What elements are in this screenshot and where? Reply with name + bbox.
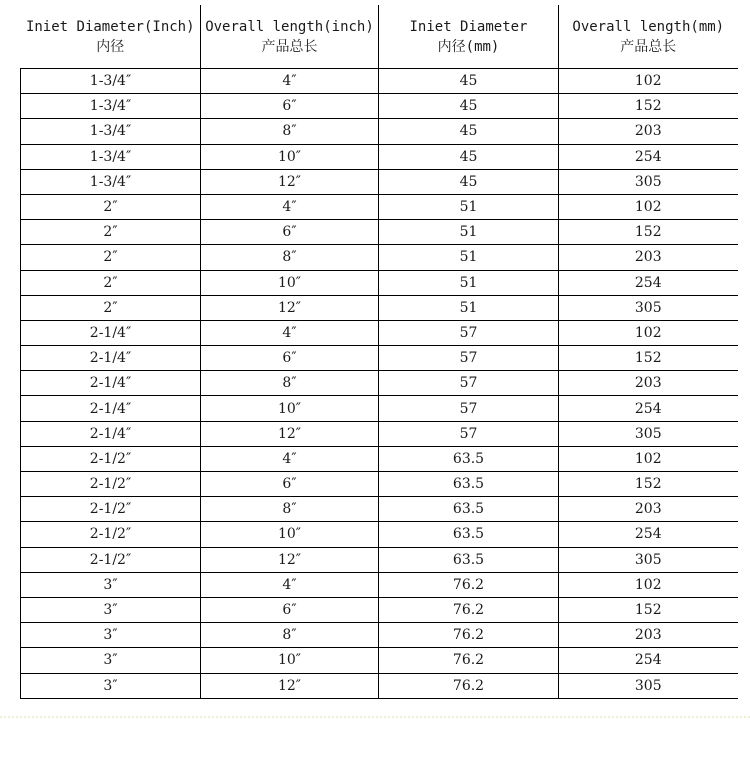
table-row bbox=[21, 597, 738, 622]
table-row bbox=[21, 572, 738, 597]
cell-inlet-diameter-inch: 3″ bbox=[21, 648, 201, 673]
cell-inlet-diameter-inch: 1-3/4″ bbox=[21, 119, 201, 144]
cell-overall-length-mm: 305 bbox=[559, 295, 738, 320]
cell-overall-length-inch: 4″ bbox=[201, 194, 379, 219]
header-inlet-diameter-mm bbox=[379, 5, 559, 69]
cell-inlet-diameter-mm: 76.2 bbox=[379, 673, 559, 698]
cell-overall-length-inch: 8″ bbox=[201, 245, 379, 270]
cell-inlet-diameter-mm: 57 bbox=[379, 371, 559, 396]
cell-inlet-diameter-mm: 63.5 bbox=[379, 472, 559, 497]
cell-overall-length-mm: 254 bbox=[559, 648, 738, 673]
table-row bbox=[21, 69, 738, 94]
cell-overall-length-inch: 4″ bbox=[201, 69, 379, 94]
cell-overall-length-inch: 12″ bbox=[201, 547, 379, 572]
cell-inlet-diameter-mm: 45 bbox=[379, 169, 559, 194]
cell-inlet-diameter-mm: 51 bbox=[379, 194, 559, 219]
cell-inlet-diameter-mm: 76.2 bbox=[379, 572, 559, 597]
cell-inlet-diameter-inch: 2″ bbox=[21, 295, 201, 320]
header-label-zh: 产品总长 bbox=[261, 38, 318, 55]
table-row bbox=[21, 547, 738, 572]
cell-overall-length-mm: 102 bbox=[559, 446, 738, 471]
cell-inlet-diameter-inch: 2-1/4″ bbox=[21, 396, 201, 421]
cell-overall-length-mm: 203 bbox=[559, 245, 738, 270]
cell-overall-length-inch: 6″ bbox=[201, 220, 379, 245]
cell-overall-length-inch: 10″ bbox=[201, 144, 379, 169]
cell-inlet-diameter-mm: 57 bbox=[379, 320, 559, 345]
spec-table-container bbox=[20, 5, 737, 699]
table-row bbox=[21, 346, 738, 371]
cell-overall-length-mm: 152 bbox=[559, 472, 738, 497]
table-row bbox=[21, 245, 738, 270]
cell-inlet-diameter-mm: 76.2 bbox=[379, 623, 559, 648]
cell-overall-length-mm: 152 bbox=[559, 220, 738, 245]
cell-overall-length-inch: 10″ bbox=[201, 270, 379, 295]
table-row bbox=[21, 522, 738, 547]
cell-overall-length-mm: 254 bbox=[559, 522, 738, 547]
cell-inlet-diameter-inch: 2-1/4″ bbox=[21, 421, 201, 446]
cell-overall-length-mm: 203 bbox=[559, 371, 738, 396]
table-row bbox=[21, 446, 738, 471]
header-inlet-diameter-inch bbox=[21, 5, 201, 69]
header-overall-length-mm bbox=[559, 5, 738, 69]
dotted-divider bbox=[0, 716, 750, 718]
cell-overall-length-mm: 102 bbox=[559, 69, 738, 94]
table-row bbox=[21, 648, 738, 673]
cell-overall-length-inch: 12″ bbox=[201, 673, 379, 698]
cell-inlet-diameter-mm: 51 bbox=[379, 270, 559, 295]
cell-overall-length-mm: 305 bbox=[559, 673, 738, 698]
table-row bbox=[21, 94, 738, 119]
header-label-en: Iniet Diameter bbox=[409, 18, 528, 35]
cell-inlet-diameter-inch: 2-1/2″ bbox=[21, 497, 201, 522]
cell-inlet-diameter-mm: 57 bbox=[379, 396, 559, 421]
cell-inlet-diameter-mm: 45 bbox=[379, 94, 559, 119]
header-label-zh: 内径(mm) bbox=[437, 38, 500, 55]
cell-inlet-diameter-inch: 1-3/4″ bbox=[21, 169, 201, 194]
cell-overall-length-mm: 152 bbox=[559, 597, 738, 622]
cell-inlet-diameter-inch: 3″ bbox=[21, 572, 201, 597]
cell-inlet-diameter-inch: 1-3/4″ bbox=[21, 94, 201, 119]
cell-overall-length-mm: 152 bbox=[559, 94, 738, 119]
cell-overall-length-inch: 4″ bbox=[201, 320, 379, 345]
spec-table bbox=[20, 5, 738, 699]
cell-overall-length-mm: 254 bbox=[559, 396, 738, 421]
table-row bbox=[21, 320, 738, 345]
header-label-zh: 内径 bbox=[96, 38, 125, 55]
cell-inlet-diameter-mm: 45 bbox=[379, 119, 559, 144]
header-label-en: Overall length(inch) bbox=[205, 18, 374, 35]
cell-inlet-diameter-inch: 3″ bbox=[21, 597, 201, 622]
cell-overall-length-mm: 254 bbox=[559, 270, 738, 295]
cell-inlet-diameter-inch: 2-1/4″ bbox=[21, 371, 201, 396]
cell-inlet-diameter-mm: 76.2 bbox=[379, 648, 559, 673]
table-row bbox=[21, 421, 738, 446]
cell-overall-length-inch: 12″ bbox=[201, 421, 379, 446]
cell-inlet-diameter-inch: 3″ bbox=[21, 623, 201, 648]
cell-overall-length-inch: 10″ bbox=[201, 396, 379, 421]
table-row bbox=[21, 194, 738, 219]
cell-inlet-diameter-mm: 51 bbox=[379, 220, 559, 245]
cell-inlet-diameter-mm: 51 bbox=[379, 295, 559, 320]
cell-overall-length-mm: 102 bbox=[559, 320, 738, 345]
cell-overall-length-mm: 203 bbox=[559, 623, 738, 648]
table-row bbox=[21, 144, 738, 169]
table-row bbox=[21, 396, 738, 421]
table-row bbox=[21, 371, 738, 396]
cell-inlet-diameter-inch: 2″ bbox=[21, 245, 201, 270]
cell-inlet-diameter-inch: 1-3/4″ bbox=[21, 69, 201, 94]
table-header-row bbox=[21, 5, 738, 69]
cell-overall-length-inch: 6″ bbox=[201, 472, 379, 497]
cell-inlet-diameter-inch: 2-1/4″ bbox=[21, 346, 201, 371]
cell-overall-length-mm: 102 bbox=[559, 194, 738, 219]
cell-inlet-diameter-mm: 57 bbox=[379, 421, 559, 446]
table-body bbox=[21, 69, 738, 699]
cell-inlet-diameter-inch: 2-1/2″ bbox=[21, 446, 201, 471]
header-overall-length-inch bbox=[201, 5, 379, 69]
cell-inlet-diameter-inch: 2″ bbox=[21, 270, 201, 295]
table-row bbox=[21, 119, 738, 144]
cell-inlet-diameter-mm: 51 bbox=[379, 245, 559, 270]
cell-inlet-diameter-inch: 2-1/2″ bbox=[21, 522, 201, 547]
table-row bbox=[21, 673, 738, 698]
cell-inlet-diameter-inch: 2-1/2″ bbox=[21, 547, 201, 572]
cell-overall-length-inch: 4″ bbox=[201, 572, 379, 597]
cell-overall-length-mm: 305 bbox=[559, 421, 738, 446]
table-row bbox=[21, 497, 738, 522]
cell-inlet-diameter-inch: 1-3/4″ bbox=[21, 144, 201, 169]
cell-overall-length-mm: 203 bbox=[559, 119, 738, 144]
cell-overall-length-inch: 6″ bbox=[201, 94, 379, 119]
cell-inlet-diameter-mm: 45 bbox=[379, 144, 559, 169]
cell-overall-length-inch: 6″ bbox=[201, 346, 379, 371]
cell-overall-length-inch: 12″ bbox=[201, 295, 379, 320]
cell-overall-length-inch: 10″ bbox=[201, 522, 379, 547]
cell-inlet-diameter-inch: 2″ bbox=[21, 194, 201, 219]
table-row bbox=[21, 472, 738, 497]
cell-inlet-diameter-mm: 57 bbox=[379, 346, 559, 371]
cell-inlet-diameter-inch: 2-1/4″ bbox=[21, 320, 201, 345]
cell-overall-length-inch: 10″ bbox=[201, 648, 379, 673]
cell-overall-length-mm: 254 bbox=[559, 144, 738, 169]
header-label-en: Iniet Diameter(Inch) bbox=[25, 18, 195, 35]
table-row bbox=[21, 295, 738, 320]
cell-inlet-diameter-inch: 2″ bbox=[21, 220, 201, 245]
cell-overall-length-mm: 305 bbox=[559, 547, 738, 572]
cell-overall-length-inch: 12″ bbox=[201, 169, 379, 194]
cell-inlet-diameter-mm: 63.5 bbox=[379, 446, 559, 471]
cell-inlet-diameter-mm: 76.2 bbox=[379, 597, 559, 622]
cell-inlet-diameter-inch: 3″ bbox=[21, 673, 201, 698]
cell-inlet-diameter-mm: 63.5 bbox=[379, 497, 559, 522]
cell-inlet-diameter-mm: 63.5 bbox=[379, 547, 559, 572]
cell-overall-length-mm: 152 bbox=[559, 346, 738, 371]
cell-overall-length-inch: 8″ bbox=[201, 497, 379, 522]
cell-overall-length-inch: 6″ bbox=[201, 597, 379, 622]
cell-overall-length-mm: 203 bbox=[559, 497, 738, 522]
table-row bbox=[21, 220, 738, 245]
header-label-en: Overall length(mm) bbox=[572, 18, 725, 35]
cell-overall-length-inch: 8″ bbox=[201, 371, 379, 396]
table-row bbox=[21, 623, 738, 648]
cell-inlet-diameter-inch: 2-1/2″ bbox=[21, 472, 201, 497]
cell-overall-length-mm: 305 bbox=[559, 169, 738, 194]
table-row bbox=[21, 169, 738, 194]
cell-inlet-diameter-mm: 63.5 bbox=[379, 522, 559, 547]
cell-overall-length-inch: 4″ bbox=[201, 446, 379, 471]
table-row bbox=[21, 270, 738, 295]
cell-overall-length-mm: 102 bbox=[559, 572, 738, 597]
header-label-zh: 产品总长 bbox=[620, 38, 677, 55]
cell-inlet-diameter-mm: 45 bbox=[379, 69, 559, 94]
cell-overall-length-inch: 8″ bbox=[201, 119, 379, 144]
cell-overall-length-inch: 8″ bbox=[201, 623, 379, 648]
